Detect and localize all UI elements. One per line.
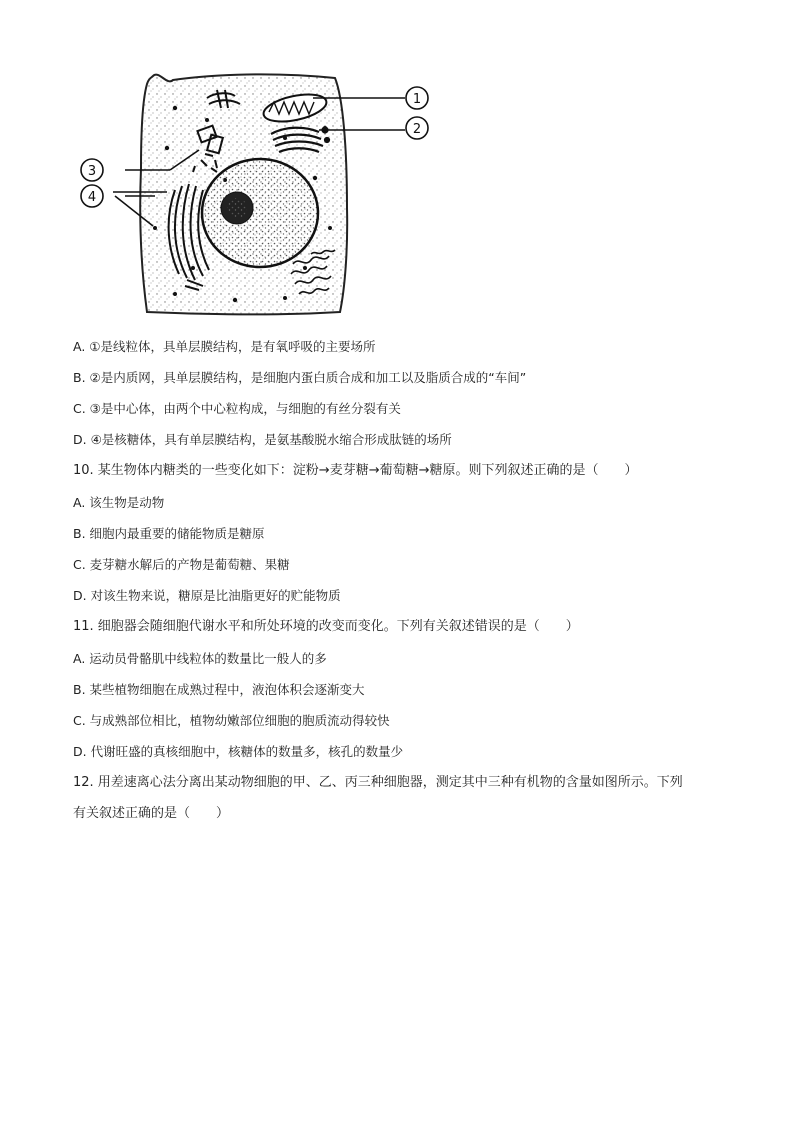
label-4: [81, 185, 103, 207]
q9-option-d: D. ④是核糖体，具有单层膜结构，是氨基酸脱水缩合形成肽链的场所: [73, 432, 452, 447]
svg-text:2: 2: [412, 122, 422, 137]
q11-option-b: B. 某些植物细胞在成熟过程中，液泡体积会逐渐变大: [73, 682, 365, 697]
label-3: [81, 159, 103, 181]
label-1: [406, 87, 428, 109]
q11-option-d: D. 代谢旺盛的真核细胞中，核糖体的数量多，核孔的数量少: [73, 744, 404, 759]
svg-text:4: 4: [87, 190, 97, 205]
q9-option-c: C. ③是中心体，由两个中心粒构成，与细胞的有丝分裂有关: [73, 401, 401, 416]
q10-option-d: D. 对该生物来说，糖原是比油脂更好的贮能物质: [73, 588, 341, 603]
svg-text:3: 3: [87, 164, 97, 179]
animal-cell-diagram: [75, 68, 445, 320]
cell-illustration: [75, 68, 445, 320]
q9-option-b: B. ②是内质网，具单层膜结构，是细胞内蛋白质合成和加工以及脂质合成的“车间”: [73, 370, 527, 385]
q11-stem: 11. 细胞器会随细胞代谢水平和所处环境的改变而变化。下列有关叙述错误的是（ ）: [73, 619, 579, 634]
q12-stem-line2: 有关叙述正确的是（ ）: [73, 806, 230, 821]
q12-stem-line1: 12. 用差速离心法分离出某动物细胞的甲、乙、丙三种细胞器，测定其中三种有机物的含量如图所示。下列: [73, 775, 683, 790]
label-2: [406, 117, 428, 139]
q10-option-a: A. 该生物是动物: [73, 495, 165, 510]
svg-text:1: 1: [412, 92, 422, 107]
q9-option-a: A. ①是线粒体，具单层膜结构，是有氧呼吸的主要场所: [73, 339, 376, 354]
q11-option-c: C. 与成熟部位相比，植物幼嫩部位细胞的胞质流动得较快: [73, 713, 390, 728]
q11-option-a: A. 运动员骨骼肌中线粒体的数量比一般人的多: [73, 651, 327, 666]
q10-stem: 10. 某生物体内糖类的一些变化如下：淀粉→麦芽糖→葡萄糖→糖原。则下列叙述正确的是（ ）: [73, 463, 638, 478]
nucleus: [202, 159, 318, 267]
q10-option-c: C. 麦芽糖水解后的产物是葡萄糖、果糖: [73, 557, 290, 572]
q10-option-b: B. 细胞内最重要的储能物质是糖原: [73, 526, 265, 541]
